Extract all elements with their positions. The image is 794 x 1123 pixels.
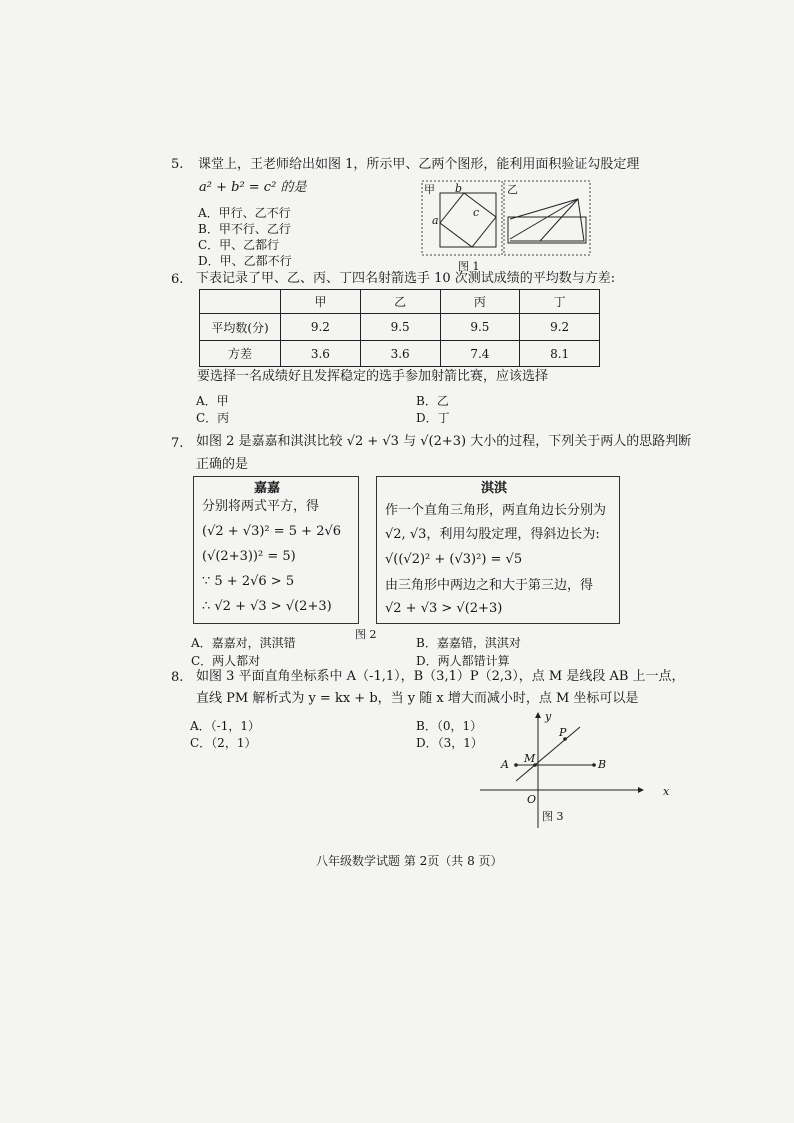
figure-1-letter-b: b: [455, 182, 463, 195]
figure-3-b-label: B: [598, 758, 607, 771]
q8-number: 8.: [171, 670, 184, 685]
q7-option-b: B．嘉嘉错，淇淇对: [416, 636, 521, 650]
q7-number: 7.: [171, 436, 184, 451]
table-header-cell: [200, 290, 281, 314]
q8-option-c: C．（2，1）: [190, 736, 257, 750]
qiqi-line: √2 + √3 > √(2+3): [385, 601, 503, 616]
q6-number: 6.: [171, 272, 184, 287]
table-cell: 9.2: [520, 314, 600, 341]
q5-option-c: C．甲、乙都行: [198, 238, 280, 252]
jiajia-title: 嘉嘉: [254, 481, 281, 496]
q7-stem-mid: 与: [403, 434, 417, 449]
qiqi-line: 由三角形中两边之和大于第三边，得: [385, 578, 594, 593]
figure-1-letter-a: a: [432, 214, 439, 227]
table-cell: 3.6: [281, 341, 361, 367]
figure-1: [420, 179, 592, 259]
figure-3-x-label: x: [663, 785, 670, 798]
jiajia-box: [193, 476, 359, 624]
figure-1-letter-c: c: [473, 206, 480, 219]
figure-3-caption: 图 3: [542, 810, 564, 823]
figure-3-a-label: A: [501, 758, 509, 771]
table-row: [200, 341, 600, 367]
table-cell: 9.5: [440, 314, 520, 341]
table-cell: 3.6: [360, 341, 440, 367]
table-header-cell: 乙: [360, 290, 440, 314]
q8-stem-line2: 直线 PM 解析式为 y = kx + b，当 y 随 x 增大而减小时，点 M 坐标可以是: [196, 691, 639, 706]
table-cell: 7.4: [440, 341, 520, 367]
table-cell: 9.2: [281, 314, 361, 341]
figure-1-jia-label: 甲: [424, 183, 435, 196]
table-header-cell: 丙: [440, 290, 520, 314]
q7-stem-pre: 如图 2 是嘉嘉和淇淇比较: [196, 434, 343, 449]
q7-stem-line2: 正确的是: [196, 457, 249, 472]
figure-1-jia-square: [440, 193, 496, 247]
q7-expr2: √(2+3): [420, 434, 467, 449]
figure-3-p-label: P: [559, 726, 567, 739]
figure-1-caption: 图 1: [458, 260, 480, 273]
table-cell: 8.1: [520, 341, 600, 367]
q8-option-b: B．（0，1）: [416, 719, 483, 733]
q7-option-a: A．嘉嘉对，淇淇错: [191, 636, 296, 650]
figure-3-y-label: y: [545, 710, 552, 723]
qiqi-line: √2, √3，利用勾股定理，得斜边长为:: [385, 527, 600, 542]
qiqi-line: √((√2)² + (√3)²) = √5: [385, 552, 523, 567]
table-cell: 方差: [200, 341, 281, 367]
q7-stem-post: 大小的过程，下列关于两人的思路判断: [470, 434, 692, 449]
figure-1-yi-label: 乙: [507, 183, 518, 196]
jiajia-line: ∵ 5 + 2√6 > 5: [202, 574, 295, 589]
page-footer: 八年级数学试题 第 2页（共 8 页）: [316, 854, 503, 868]
table-header-cell: 丁: [520, 290, 600, 314]
jiajia-line: (√2 + √3)² = 5 + 2√6: [202, 524, 342, 539]
q8-stem-line1: 如图 3 平面直角坐标系中 A（-1,1），B（3,1）P（2,3），点 M 是线段 AB 上一点，: [196, 669, 685, 684]
q7-expr1: √2 + √3: [346, 434, 399, 449]
qiqi-line: 作一个直角三角形，两直角边长分别为: [385, 503, 607, 518]
figure-3-o-label: O: [527, 793, 537, 806]
q8-option-a: A．（-1，1）: [190, 719, 260, 733]
q8-option-d: D．（3，1）: [416, 736, 483, 750]
q5-option-b: B．甲不行、乙行: [198, 222, 291, 236]
q5-number: 5.: [171, 157, 184, 172]
jiajia-line: (√(2+3))² = 5): [202, 549, 296, 564]
table-cell: 9.5: [360, 314, 440, 341]
q6-option-c: C．丙: [196, 411, 230, 425]
jiajia-line: ∴ √2 + √3 > √(2+3): [202, 599, 332, 614]
table-row: [200, 314, 600, 341]
table-cell: 平均数(分): [200, 314, 281, 341]
q6-option-b: B．乙: [416, 394, 449, 408]
figure-3-m-label: M: [524, 752, 536, 765]
q7-option-d: D．两人都错计算: [416, 654, 510, 668]
q7-stem-line1: [196, 434, 691, 450]
q5-option-d: D．甲、乙都不行: [198, 254, 292, 268]
q6-question: 要选择一名成绩好且发挥稳定的选手参加射箭比赛，应该选择: [197, 369, 549, 384]
q6-stem: 下表记录了甲、乙、丙、丁四名射箭选手 10 次测试成绩的平均数与方差:: [196, 271, 616, 286]
qiqi-title: 淇淇: [481, 481, 508, 496]
q5-option-a: A．甲行、乙不行: [198, 206, 291, 220]
qiqi-box: [376, 476, 620, 624]
q5-stem: 课堂上，王老师给出如图 1，所示甲、乙两个图形，能利用面积验证勾股定理: [198, 157, 640, 172]
q5-formula: a² + b² = c² 的是: [199, 180, 307, 195]
table-header-cell: 甲: [281, 290, 361, 314]
scores-table: [199, 289, 600, 367]
figure-1-yi-shape: [508, 199, 586, 243]
q6-option-a: A．甲: [196, 394, 229, 408]
jiajia-line: 分别将两式平方，得: [202, 499, 320, 514]
table-header-row: [200, 290, 600, 314]
figure-2-caption: 图 2: [355, 628, 377, 641]
q6-option-d: D．丁: [416, 411, 450, 425]
q7-option-c: C．两人都对: [191, 654, 261, 668]
